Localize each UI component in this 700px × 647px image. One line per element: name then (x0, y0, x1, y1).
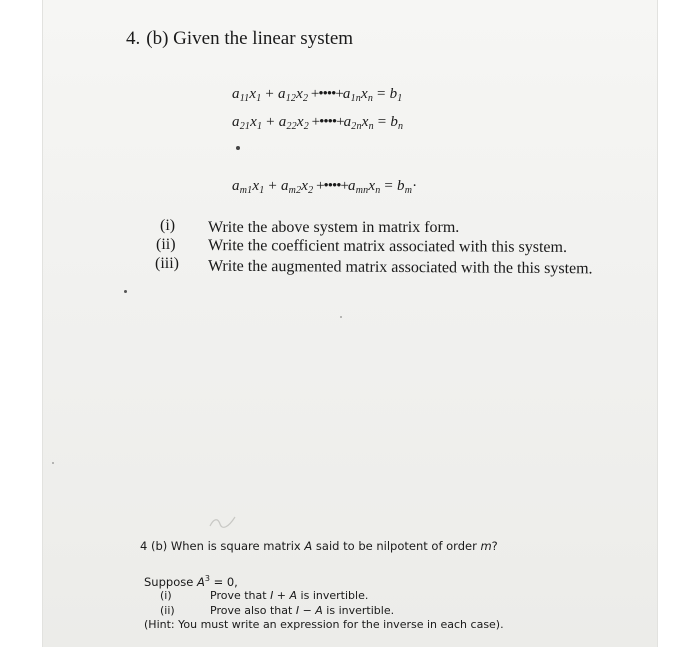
scan-speck (340, 316, 342, 318)
sub-item-text-i: Prove that I + A is invertible. (210, 589, 369, 602)
item-label-iii: (iii) (155, 255, 179, 272)
question-title: (b) Given the linear system (146, 28, 354, 49)
equation-row-m: $a_{m1}x_1 + a_{m2}x_2$ $+••••+a_{mn}x_n = b_m\cdot$ (232, 178, 418, 196)
item-text-iii: Write the augmented matrix associated with the this system. (207, 257, 593, 278)
item-label-i: (i) (160, 217, 176, 234)
scan-speck (124, 290, 127, 293)
sub-item-label-i: (i) (160, 589, 172, 602)
hint-text: (Hint: You must write an expression for the inverse in each case). (144, 618, 504, 631)
question-heading (126, 28, 353, 50)
sub-item-label-ii: (ii) (160, 604, 175, 617)
item-text-ii: Write the coefficient matrix associated with this system. (207, 237, 568, 256)
item-label-ii: (ii) (156, 236, 176, 253)
pen-mark (208, 514, 238, 530)
scan-speck (52, 462, 54, 464)
item-text-i: Write the above system in matrix form. (208, 219, 460, 236)
suppose-line: Suppose $A^3 = 0$, (144, 574, 238, 589)
equation-row-1: $a_{11}x_1 + a_{12}x_2$ $+••••+a_{1n}x_n = b_1$ (232, 86, 403, 104)
ellipsis-dot (236, 146, 240, 150)
question-number: 4. (126, 28, 141, 49)
sub-item-text-ii: Prove also that I − A is invertible. (210, 604, 395, 617)
nilpotent-question: 4 (b) When is square matrix A said to be nilpotent of order m? (140, 539, 498, 553)
equation-row-2: $a_{21}x_1 + a_{22}x_2$ $+••••+a_{2n}x_n = b_n$ (232, 114, 404, 132)
